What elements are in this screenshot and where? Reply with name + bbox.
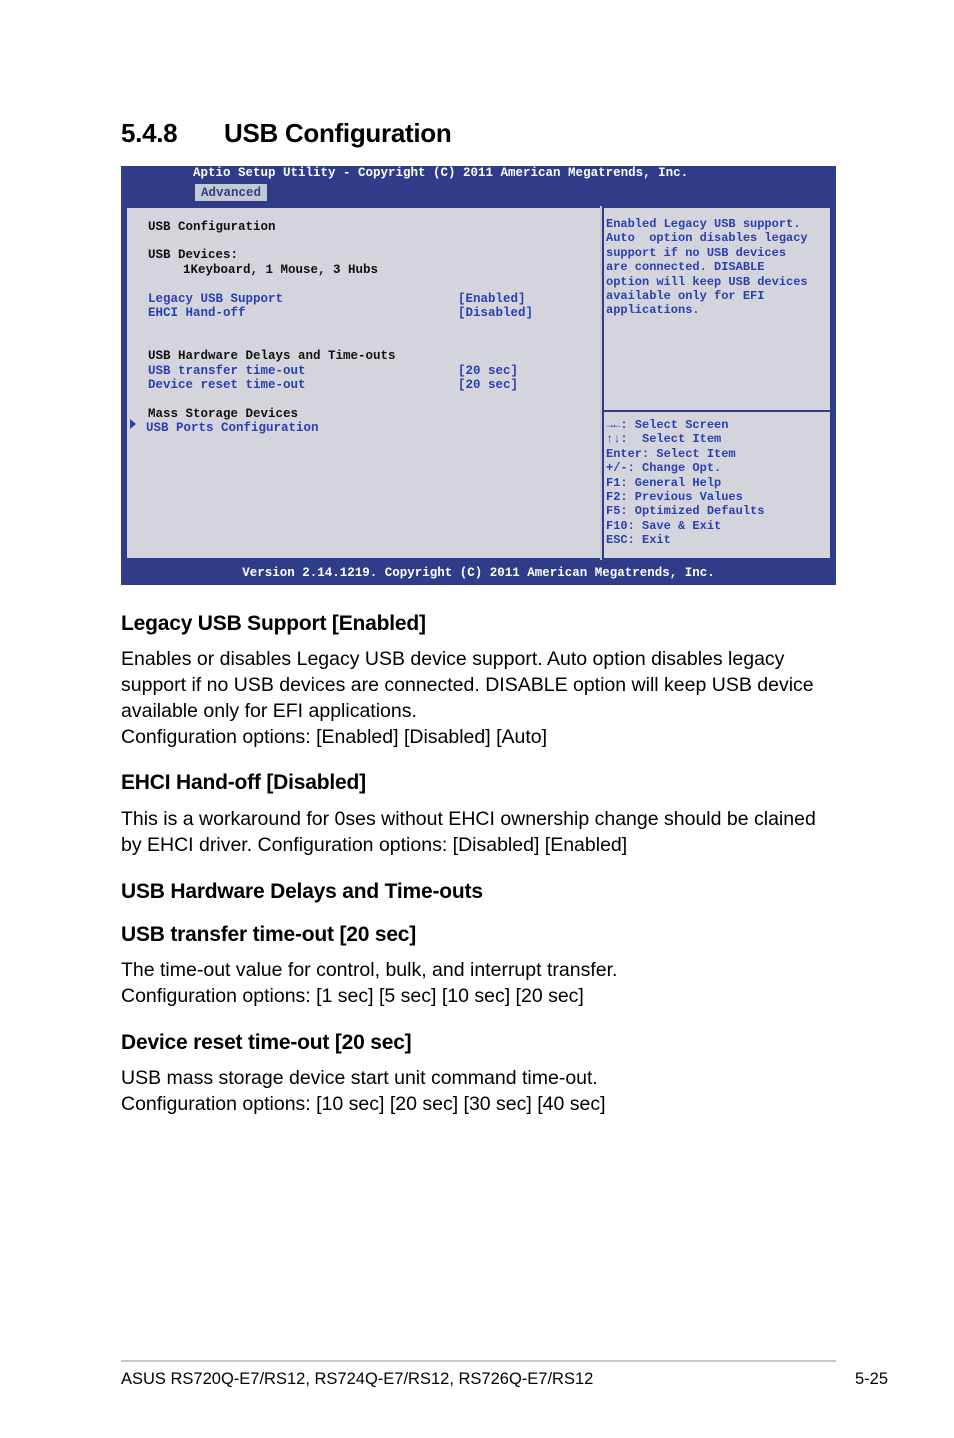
device-reset-timeout-value[interactable]: [20 sec]: [458, 378, 519, 392]
help-line: applications.: [606, 303, 700, 318]
usb-transfer-timeout-label[interactable]: USB transfer time-out: [148, 364, 306, 378]
tab-advanced[interactable]: Advanced: [195, 184, 267, 201]
section-number: 5.4.8: [121, 118, 178, 148]
section-title-text: USB Configuration: [224, 118, 452, 148]
usb-devices-label: USB Devices:: [148, 248, 239, 262]
key-hint: ESC: Exit: [606, 533, 671, 548]
reset-timeout-heading: Device reset time-out [20 sec]: [121, 1031, 412, 1054]
bios-body: [124, 205, 833, 561]
footer-divider: [121, 1360, 836, 1362]
help-line: Enabled Legacy USB support.: [606, 217, 801, 231]
legacy-usb-description: Enables or disables Legacy USB device support. Auto option disables legacy support if no USB devices are connected. DISABLE option will keep USB device available only for EFI applications.: [121, 648, 814, 722]
key-hint: Enter: Select Item: [606, 446, 736, 461]
footer-models: ASUS RS720Q-E7/RS12, RS724Q-E7/RS12, RS726Q-E7/RS12: [121, 1370, 594, 1388]
help-line: are connected. DISABLE: [606, 260, 765, 275]
legacy-usb-heading: Legacy USB Support [Enabled]: [121, 612, 426, 635]
usb-devices-value: 1Keyboard, 1 Mouse, 3 Hubs: [183, 263, 379, 277]
bios-footer: Version 2.14.1219. Copyright (C) 2011 American Megatrends, Inc.: [121, 565, 836, 585]
key-hint: →←: Select Screen: [606, 418, 729, 432]
reset-timeout-options: Configuration options: [10 sec] [20 sec] [30 sec] [40 sec]: [121, 1093, 606, 1115]
usb-ports-configuration-item[interactable]: USB Ports Configuration: [146, 421, 319, 435]
key-hint: F10: Save & Exit: [606, 518, 722, 533]
submenu-arrow-icon: [130, 419, 136, 429]
transfer-timeout-description: The time-out value for control, bulk, and interrupt transfer.: [121, 959, 618, 981]
mass-storage-heading: Mass Storage Devices: [148, 407, 299, 421]
key-hint: F5: Optimized Defaults: [606, 504, 765, 519]
legacy-usb-options: Configuration options: [Enabled] [Disabled] [Auto]: [121, 726, 548, 748]
usb-transfer-timeout-value[interactable]: [20 sec]: [458, 364, 519, 378]
help-line: Auto option disables legacy: [606, 231, 808, 246]
bios-heading: USB Configuration: [148, 220, 276, 234]
reset-timeout-description: USB mass storage device start unit command time-out.: [121, 1067, 598, 1089]
bios-help-panel: [602, 206, 832, 412]
bios-settings-panel: [125, 206, 600, 560]
key-hint: F1: General Help: [606, 475, 722, 490]
bios-keys-panel: [602, 412, 832, 560]
legacy-usb-support-value[interactable]: [Enabled]: [458, 292, 526, 306]
key-hint: ↑↓: Select Item: [606, 432, 722, 447]
ehci-hand-off-label[interactable]: EHCI Hand-off: [148, 306, 246, 320]
key-hint: F2: Previous Values: [606, 490, 743, 504]
bios-header: [121, 166, 836, 202]
ehci-description: This is a workaround for 0ses without EHCI ownership change should be clained by EHCI driver. Configuration options: [Disabled] [Enabled]: [121, 808, 816, 856]
bios-header-title: Aptio Setup Utility - Copyright (C) 2011 American Megatrends, Inc.: [193, 166, 689, 180]
legacy-usb-support-label[interactable]: Legacy USB Support: [148, 292, 284, 306]
page-number: 5-25: [854, 1370, 888, 1388]
bios-screenshot: [121, 166, 836, 585]
help-line: option will keep USB devices: [606, 274, 808, 289]
help-line: support if no USB devices: [606, 245, 787, 260]
device-reset-timeout-label[interactable]: Device reset time-out: [148, 378, 306, 392]
delays-section-heading: USB Hardware Delays and Time-outs: [121, 880, 483, 903]
transfer-timeout-options: Configuration options: [1 sec] [5 sec] [10 sec] [20 sec]: [121, 985, 584, 1007]
key-hint: +/-: Change Opt.: [606, 461, 722, 476]
section-title: [121, 118, 451, 149]
help-line: available only for EFI: [606, 289, 765, 303]
ehci-hand-off-value[interactable]: [Disabled]: [458, 306, 534, 320]
delays-heading: USB Hardware Delays and Time-outs: [148, 349, 396, 363]
ehci-heading: EHCI Hand-off [Disabled]: [121, 771, 366, 794]
transfer-timeout-heading: USB transfer time-out [20 sec]: [121, 923, 417, 946]
